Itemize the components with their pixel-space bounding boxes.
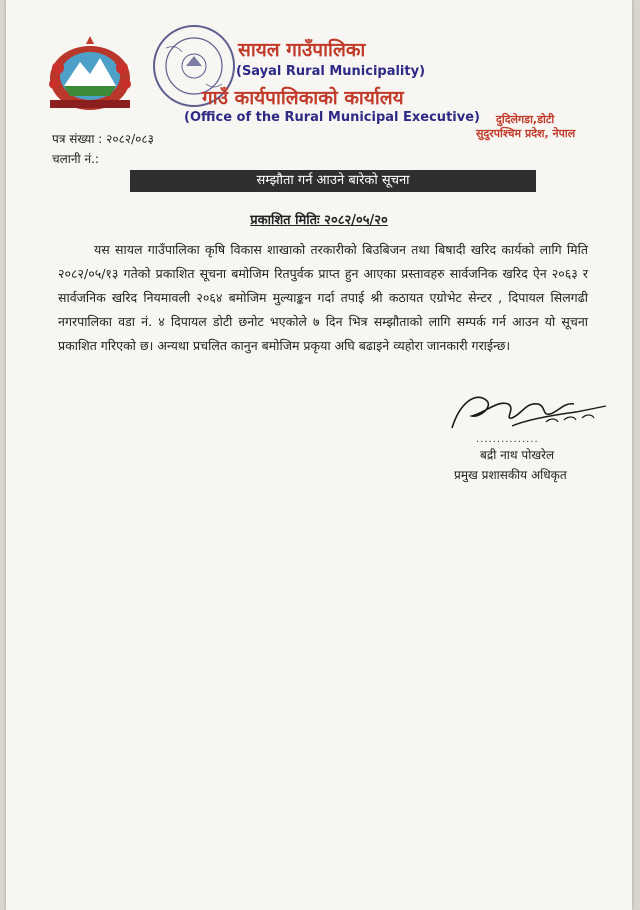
org-name-english: (Sayal Rural Municipality) xyxy=(236,64,426,79)
nepal-emblem-icon xyxy=(40,34,140,114)
office-name-nepali: गाउँ कार्यपालिकाको कार्यालय xyxy=(202,87,404,109)
address-line-2: सुदुरपश्चिम प्रदेश, नेपाल xyxy=(476,127,576,140)
org-name-nepali: सायल गाउँपालिका xyxy=(238,39,366,61)
notice-body xyxy=(58,238,588,358)
published-date: प्रकाशित मितिः २०८२/०५/२० xyxy=(250,213,388,228)
address-line-1: दुदिलेगडा,डोटी xyxy=(496,113,555,126)
signatory-name: बद्री नाथ पोखरेल xyxy=(480,448,555,462)
published-date-line xyxy=(6,210,632,228)
notice-body-text: यस सायल गाउँपालिका कृषि विकास शाखाको तरकारीको बिउबिजन तथा बिषादी खरिद कार्यको लागि मिति २०८२/०५/१३ गतेको प्रकाशित सूचना बमोजिम रितपुर्वक प्राप्त हुन आएका प्रस्तावहरु सार्वजनिक खरिद ऐन २०६३ र सार्वजनिक खरिद नियमावली २०६४ बमोजिम मुल्याङ्कन गर्दा तपाई श्री कठायत एग्रोभेट सेन्टर , दिपायल सिलगढी नगरपालिका वडा नं. ४ दिपायल डोटी छनोट भएकोले ७ दिन भित्र सम्झौताको लागि सम्पर्क गर्न आउन यो सूचना प्रकाशित गरिएको छ। अन्यथा प्रचलित कानुन बमोजिम प्रकृया अघि बढाइने व्यहोरा जानकारी गराईन्छ। xyxy=(58,242,588,353)
notice-title: सम्झौता गर्न आउने बारेको सूचना xyxy=(256,173,410,188)
signatory-title: प्रमुख प्रशासकीय अधिकृत xyxy=(454,468,567,482)
office-name-english: (Office of the Rural Municipal Executive) xyxy=(184,110,480,125)
notice-document xyxy=(6,0,632,910)
notice-title-banner xyxy=(130,170,536,192)
signature-line: ............... xyxy=(476,434,539,445)
dispatch-number: चलानी नं.: xyxy=(52,152,99,166)
letter-number: पत्र संख्या : २०८२/०८३ xyxy=(52,132,154,146)
handwritten-signature xyxy=(446,382,616,442)
